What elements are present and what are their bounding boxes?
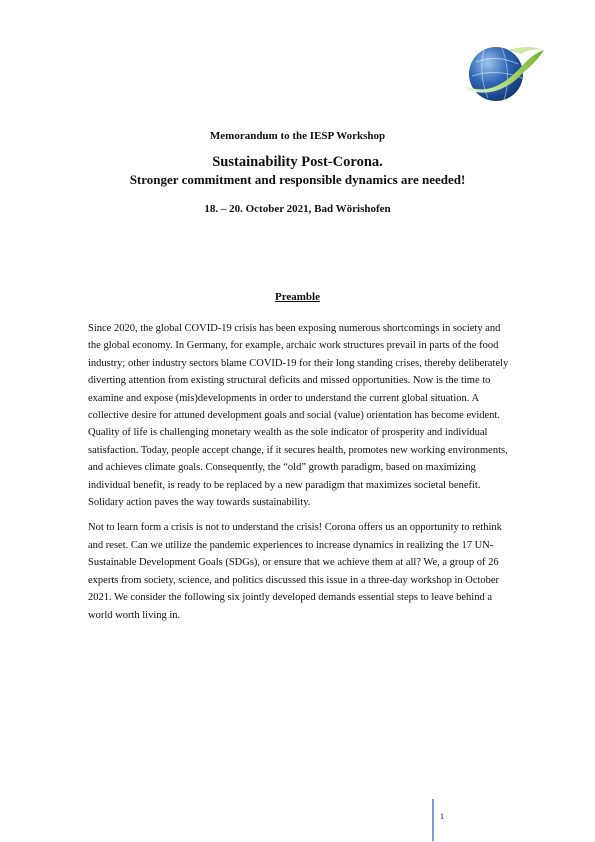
globe-ribbon-logo-icon bbox=[462, 40, 546, 104]
document-subtitle: Stronger commitment and responsible dynamics are needed! bbox=[129, 172, 466, 187]
page-number: 1 bbox=[440, 812, 444, 821]
page-number-accent-bar bbox=[432, 799, 434, 841]
date-location: 18. – 20. October 2021, Bad Wörishofen bbox=[204, 203, 391, 215]
preamble-body bbox=[88, 320, 512, 632]
preamble-paragraph-1: Since 2020, the global COVID-19 crisis has been exposing numerous shortcomings in society and the global economy. In Germany, for example, archaic work structures prevail in parts of the food industry; other industry sectors blame COVID-19 for their long standing crises, thereby deliberately diverting attention from existing structural deficits and missed opportunities. Now is the time to examine and expose (mis)developments in order to understand the current global situation. A collective desire for attuned development goals and social (value) orientation has become evident. Quality of life is challenging monetary wealth as the sole indicator of prosperity and individual satisfaction. Today, people accept change, if it secures health, promotes new working environments, and achieves climate goals. Consequently, the “old” growth paradigm, based on maximizing individual benefit, is ready to be replaced by a new paradigm that maximizes societal benefit. Solidary action paves the way towards sustainability. bbox=[88, 323, 509, 509]
memo-line: Memorandum to the IESP Workshop bbox=[209, 130, 386, 142]
preamble-heading: Preamble bbox=[274, 291, 320, 303]
document-title: Sustainability Post-Corona. bbox=[212, 154, 383, 170]
preamble-paragraph-2: Not to learn form a crisis is not to understand the crisis! Corona offers us an opportunity to rethink and reset. Can we utilize the pandemic experiences to increase dynamics in realizing the 17 UN-Sustainable Development Goals (SDGs), or ensure that we achieve them at all? We, a group of 26 experts from society, science, and politics discussed this issue in a three-day workshop in October 2021. We consider the following six jointly developed demands essential steps to leave behind a world worth living in. bbox=[88, 522, 502, 621]
